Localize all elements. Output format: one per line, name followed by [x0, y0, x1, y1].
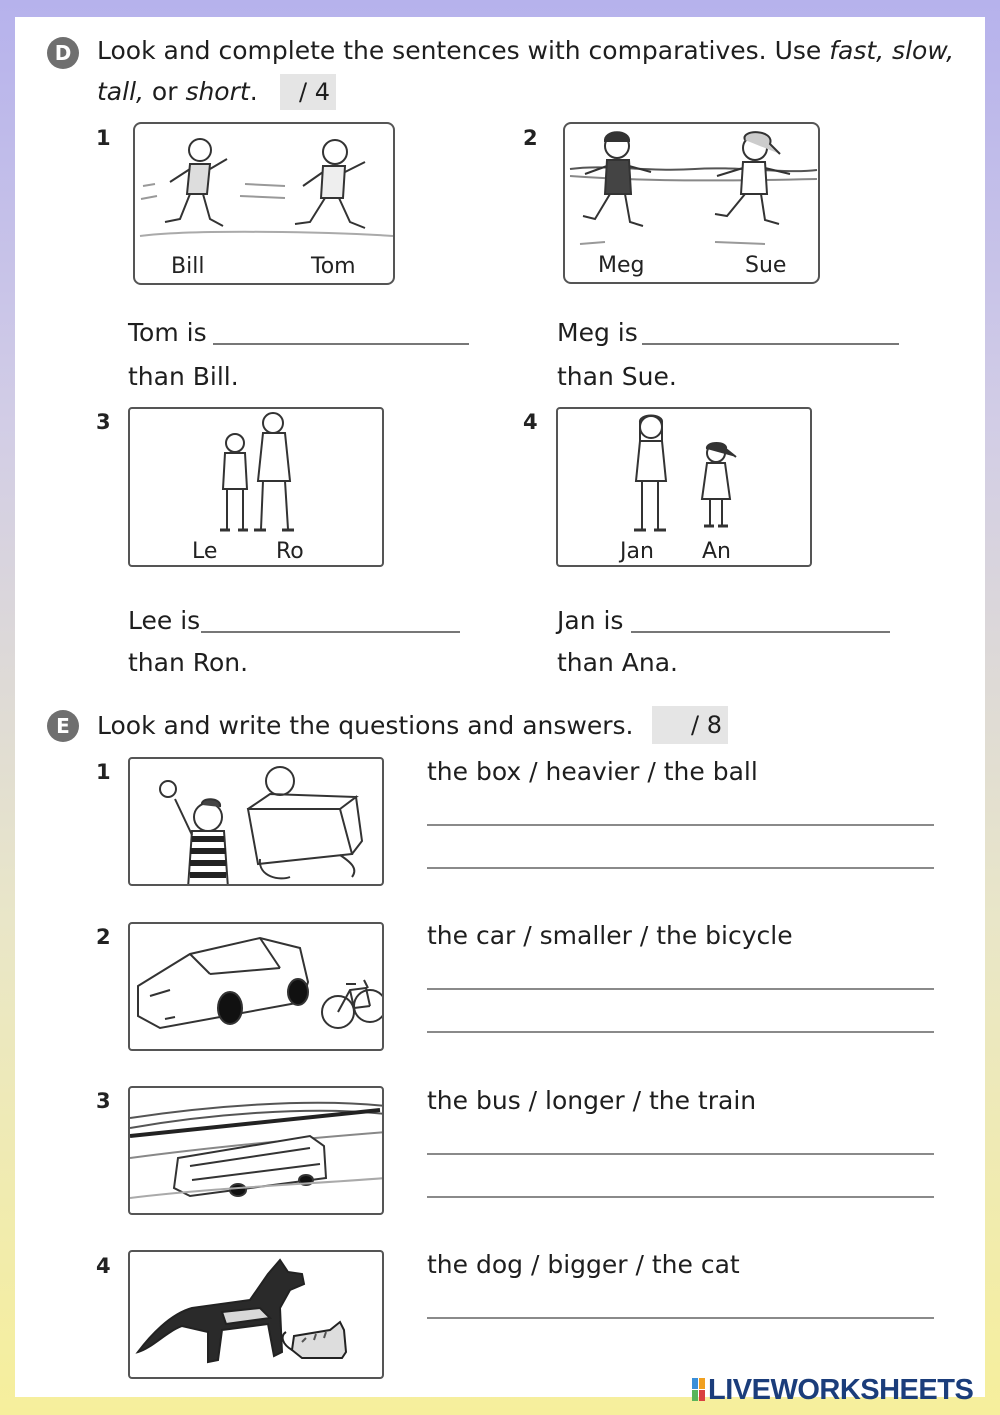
- e-item-4-answer-line[interactable]: [427, 1317, 934, 1319]
- d-item-3-picture: [128, 407, 384, 567]
- instruction-or: or: [143, 77, 186, 106]
- d-item-2-after: than Sue.: [557, 362, 677, 391]
- d-item-2-left-name: Meg: [598, 253, 645, 278]
- boy-ball-and-man-box-illustration: [130, 759, 384, 886]
- bus-and-train-illustration: [130, 1088, 384, 1215]
- d-item-2-right-name: Sue: [745, 253, 787, 278]
- d-item-3-number: 3: [96, 410, 111, 434]
- d-item-3-answer-blank[interactable]: [201, 631, 460, 633]
- d-item-1-right-name: Tom: [311, 254, 356, 279]
- car-and-bicycle-illustration: [130, 924, 384, 1051]
- e-item-2-question-line[interactable]: [427, 988, 934, 990]
- d-item-2-before: Meg is: [557, 318, 638, 347]
- e-item-1-number: 1: [96, 760, 111, 784]
- d-item-1-picture: [133, 122, 395, 285]
- e-item-3-answer-line[interactable]: [427, 1196, 934, 1198]
- d-item-3-right-name: Ro: [276, 539, 304, 564]
- section-d-instruction-line2: [97, 77, 258, 106]
- instruction-period: .: [249, 77, 258, 106]
- e-item-2-answer-line[interactable]: [427, 1031, 934, 1033]
- e-item-3-question-line[interactable]: [427, 1153, 934, 1155]
- d-item-1-after: than Bill.: [128, 362, 239, 391]
- d-item-3-left-name: Le: [192, 539, 218, 564]
- d-item-4-number: 4: [523, 410, 538, 434]
- section-d-instruction: [97, 36, 954, 65]
- section-d-badge: D: [47, 37, 79, 69]
- d-item-3-after: than Ron.: [128, 648, 249, 677]
- liveworksheets-logo[interactable]: LIVEWORKSHEETS: [708, 1374, 974, 1406]
- instruction-italic-tall: tall,: [97, 77, 144, 106]
- e-item-2-number: 2: [96, 925, 111, 949]
- e-item-4-prompt: the dog / bigger / the cat: [427, 1250, 740, 1279]
- d-item-1-answer-blank[interactable]: [213, 343, 469, 345]
- boys-height-illustration: [130, 409, 384, 567]
- e-item-3-picture: [128, 1086, 384, 1215]
- d-item-4-right-name: An: [702, 539, 731, 564]
- e-item-4-number: 4: [96, 1254, 111, 1278]
- e-item-1-picture: [128, 757, 384, 886]
- d-item-2-answer-blank[interactable]: [642, 343, 899, 345]
- e-item-1-answer-line[interactable]: [427, 867, 934, 869]
- girls-height-illustration: [558, 409, 812, 567]
- d-item-4-answer-blank[interactable]: [631, 631, 890, 633]
- instruction-italic: fast, slow,: [829, 36, 955, 65]
- dog-and-cat-illustration: [130, 1252, 384, 1379]
- d-item-4-picture: [556, 407, 812, 567]
- e-item-3-prompt: the bus / longer / the train: [427, 1086, 757, 1115]
- d-item-1-before: Tom is: [128, 318, 207, 347]
- lw-logo-icon: [692, 1378, 706, 1402]
- e-item-1-prompt: the box / heavier / the ball: [427, 757, 758, 786]
- section-e-badge: E: [47, 710, 79, 742]
- e-item-1-question-line[interactable]: [427, 824, 934, 826]
- d-item-4-left-name: Jan: [620, 539, 654, 564]
- d-item-2-number: 2: [523, 126, 538, 150]
- e-item-4-picture: [128, 1250, 384, 1379]
- instruction-text: Look and complete the sentences with comparatives. Use: [97, 36, 830, 65]
- d-item-1-number: 1: [96, 126, 111, 150]
- section-d-score: / 4: [280, 74, 336, 110]
- d-item-1-left-name: Bill: [171, 254, 205, 279]
- d-item-2-picture: [563, 122, 820, 284]
- section-e-score: / 8: [652, 706, 728, 744]
- e-item-2-prompt: the car / smaller / the bicycle: [427, 921, 793, 950]
- section-e-instruction: Look and write the questions and answers.: [97, 711, 634, 740]
- d-item-4-after: than Ana.: [557, 648, 678, 677]
- e-item-3-number: 3: [96, 1089, 111, 1113]
- instruction-italic-short: short: [185, 77, 250, 106]
- e-item-2-picture: [128, 922, 384, 1051]
- d-item-4-before: Jan is: [557, 606, 624, 635]
- d-item-3-before: Lee is: [128, 606, 201, 635]
